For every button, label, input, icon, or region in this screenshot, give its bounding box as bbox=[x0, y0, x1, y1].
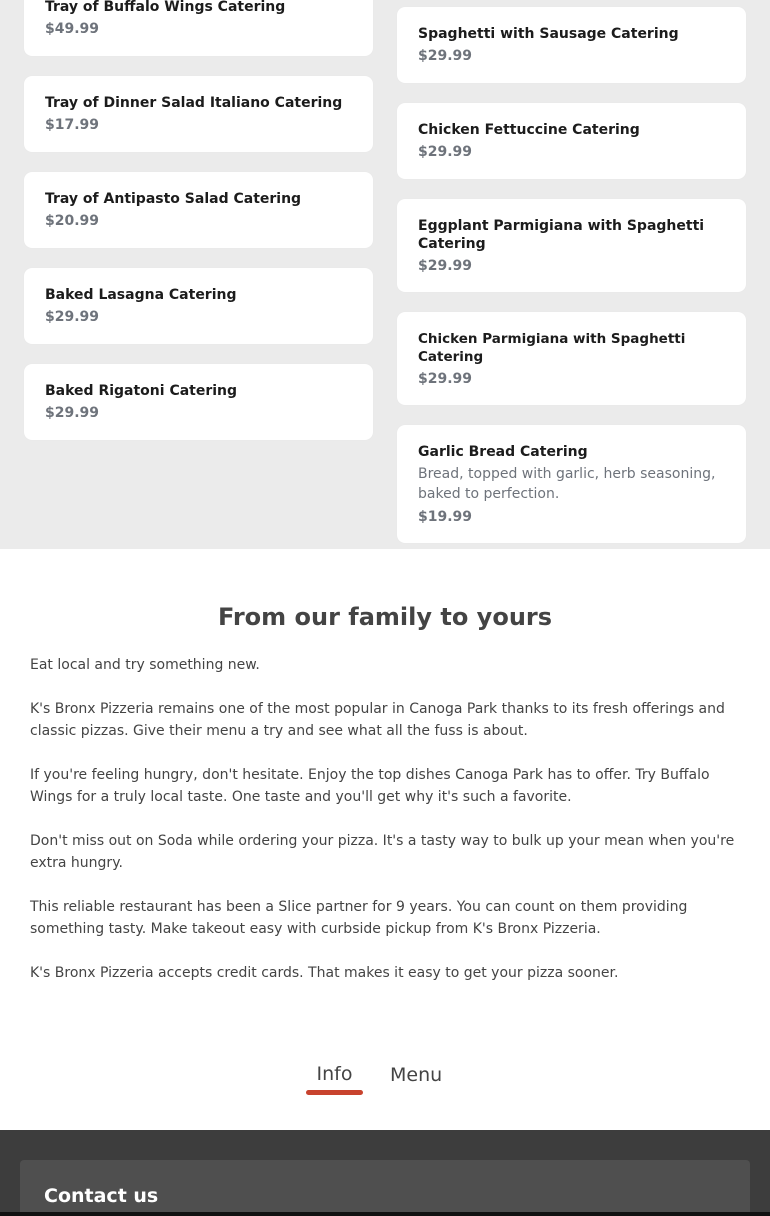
menu-item-card[interactable] bbox=[24, 364, 373, 440]
item-price: $20.99 bbox=[45, 213, 100, 229]
item-name: Tray of Buffalo Wings Catering bbox=[45, 0, 286, 15]
contact-panel bbox=[20, 1160, 750, 1216]
tab-menu-label: Menu bbox=[390, 1064, 443, 1086]
menu-item-card[interactable] bbox=[397, 7, 746, 83]
contact-title: Contact us bbox=[44, 1185, 159, 1207]
about-paragraph: K's Bronx Pizzeria remains one of the most popular in Canoga Park thanks to its fresh offerings and classic pizzas. Give their menu a try and see what all the fuss is about. bbox=[30, 701, 725, 739]
menu-item-card[interactable] bbox=[397, 312, 746, 405]
item-price: $29.99 bbox=[418, 371, 473, 387]
tab-info-label: Info bbox=[316, 1063, 353, 1085]
menu-item-card[interactable] bbox=[397, 103, 746, 179]
about-paragraph: Don't miss out on Soda while ordering your pizza. It's a tasty way to bulk up your mean when you're extra hungry. bbox=[30, 833, 735, 871]
bottom-bar bbox=[0, 1212, 770, 1216]
item-price: $29.99 bbox=[418, 144, 473, 160]
item-price: $29.99 bbox=[418, 48, 473, 64]
about-paragraph: Eat local and try something new. bbox=[30, 657, 260, 673]
item-name: Tray of Antipasto Salad Catering bbox=[45, 191, 302, 207]
item-name: Baked Rigatoni Catering bbox=[45, 383, 238, 399]
item-name: Chicken Fettuccine Catering bbox=[418, 122, 640, 138]
menu-section bbox=[0, 0, 770, 549]
menu-column-left bbox=[24, 0, 373, 460]
active-tab-indicator bbox=[306, 1090, 363, 1095]
menu-column-right bbox=[397, 7, 746, 549]
item-name: Tray of Dinner Salad Italiano Catering bbox=[45, 95, 343, 111]
menu-item-card[interactable] bbox=[397, 199, 746, 292]
about-heading: From our family to yours bbox=[217, 603, 553, 631]
about-paragraph: K's Bronx Pizzeria accepts credit cards. That makes it easy to get your pizza sooner. bbox=[30, 965, 619, 981]
about-paragraph: If you're feeling hungry, don't hesitate. Enjoy the top dishes Canoga Park has to offer. Try Buffalo Wings for a truly local taste. One taste and you'll get why it's such a favorite. bbox=[30, 767, 710, 805]
about-paragraph: This reliable restaurant has been a Slice partner for 9 years. You can count on them providing something tasty. Make takeout easy with curbside pickup from K's Bronx Pizzeria. bbox=[30, 899, 688, 937]
item-name: Chicken Parmigiana with Spaghetti Catering bbox=[418, 331, 686, 365]
item-name: Baked Lasagna Catering bbox=[45, 287, 237, 303]
item-name: Eggplant Parmigiana with Spaghetti Catering bbox=[418, 218, 705, 252]
item-price: $29.99 bbox=[45, 405, 100, 421]
item-price: $49.99 bbox=[45, 21, 100, 37]
menu-item-card[interactable] bbox=[397, 425, 746, 543]
item-description: Bread, topped with garlic, herb seasoning, baked to perfection. bbox=[418, 466, 716, 502]
item-name: Spaghetti with Sausage Catering bbox=[418, 26, 679, 42]
about-section bbox=[0, 602, 770, 984]
item-price: $29.99 bbox=[45, 309, 100, 325]
menu-item-card[interactable] bbox=[24, 76, 373, 152]
tab-menu[interactable] bbox=[390, 1064, 442, 1086]
footer bbox=[0, 1130, 770, 1216]
menu-item-card[interactable] bbox=[24, 172, 373, 248]
tab-info[interactable] bbox=[306, 1063, 363, 1095]
item-name: Garlic Bread Catering bbox=[418, 444, 588, 460]
item-price: $29.99 bbox=[418, 258, 473, 274]
menu-item-card[interactable] bbox=[24, 0, 373, 56]
item-price: $17.99 bbox=[45, 117, 100, 133]
item-price: $19.99 bbox=[418, 509, 473, 525]
section-tabs bbox=[0, 1058, 770, 1098]
menu-item-card[interactable] bbox=[24, 268, 373, 344]
